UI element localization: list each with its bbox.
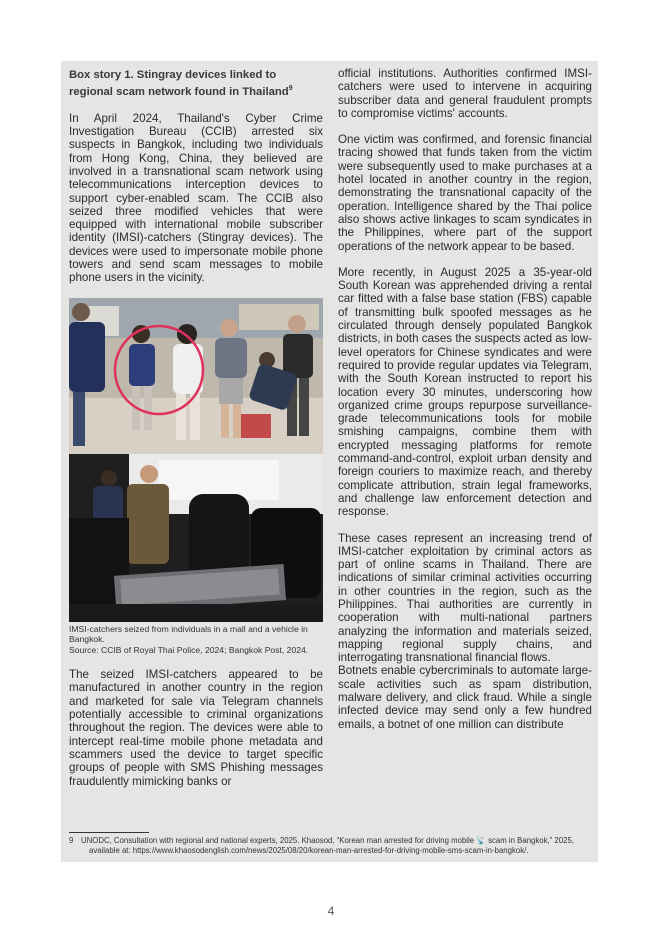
caption-text: IMSI-catchers seized from individuals in a mall and a vehicle in Bangkok.: [69, 623, 308, 645]
box-title-text: Box story 1. Stingray devices linked to regional scam network found in Thailand: [69, 69, 289, 98]
footnote-text: UNODC, Consultation with regional and national experts, 2025. Khaosod, “Korean man arrested for driving mobile 📡 scam in Bangkok,” 2025,: [81, 836, 574, 845]
page-number: 4: [327, 904, 335, 918]
photo-caption: [69, 624, 323, 656]
left-column: [69, 68, 323, 801]
box-title: [69, 68, 323, 99]
footnote: [69, 836, 594, 857]
title-footnote-ref[interactable]: 9: [288, 85, 293, 92]
paragraph-arrest: In April 2024, Thailand's Cyber Crime Investigation Bureau (CCIB) arrested six suspects in Bangkok, including two individuals from Hong Kong, China, they believed are involved in a transnational scam network using telecommunications interception devices to support cyber-enabled scam. The CCIB also seized three modified vehicles that were equipped with international mobile subscriber identity (IMSI)-catchers (Stingray devices). The devices were used to impersonate mobile phone towers and send scam messages to mobile phone users in the vicinity.: [69, 111, 323, 285]
paragraph-victim: One victim was confirmed, and forensic financial tracing showed that funds taken from the victim were subsequently used to make purchases at a hotel located in another country in the region, demonstrating the transnational capacity of the operation. Intelligence shared by the Thai police also shows active linkages to scam syndicates in the Philippines, where part of the support operations of the network appear to be based.: [338, 133, 592, 253]
paragraph-trend: These cases represent an increasing trend of IMSI-catcher exploitation by criminal actors as part of online scams in Thailand. There are indications of similar criminal activities occurring in other countries in the region, such as the Philippines. Thai authorities are currently in cooperation with multi-national partners analyzing the information and materials seized, mapping regional supply chains, and interrogating transnational financial flows.: [338, 531, 592, 665]
box-story: [61, 61, 598, 862]
paragraph-official-institutions: official institutions. Authorities confirmed IMSI-catchers were used to intervene in acquiring subscriber data and general fraudulent prompts to compromise victims' accounts.: [338, 67, 592, 120]
right-column: [338, 67, 592, 744]
caption-source: Source: CCIB of Royal Thai Police, 2024; Bangkok Post, 2024.: [69, 644, 309, 655]
paragraph-imsi-catchers: The seized IMSI-catchers appeared to be manufactured in another country in the region and marketed for sale via Telegram channels potentially accessible to criminal organizations throughout the region. The devices were able to intercept real-time mobile phone metadata and scammers used the device to target specific groups of people with SMS Phishing messages fraudulently mimicking banks or: [69, 668, 323, 788]
evidence-photo: [69, 298, 323, 622]
paragraph-south-korean: More recently, in August 2025 a 35-year-old South Korean was apprehended driving a rental car fitted with a false base station (FBS) capable of transmitting bulk spoofed messages as he circulated through densely populated Bangkok districts, in both cases the suspects acted as low-level operators for Chinese syndicates and were required to provide regular updates via Telegram, with the South Korean instructed to report his location every 30 minutes, underscoring how organized crime groups repurpose surveillance-grade telecommunications tools for mobile smishing campaigns, combine them with encrypted messaging platforms for remote command-and-control, exploit urban density and foreign couriers to maximize reach, and thereby complicate attribution, strain legal frameworks, and challenge law enforcement detection and response.: [338, 265, 592, 519]
footnote-url[interactable]: available at: https://www.khaosodenglish.com/news/2025/08/20/korean-man-arrested-for-driving-mobile-sms-scam-in-bangkok/.: [89, 846, 529, 856]
footnote-number: 9: [69, 836, 74, 845]
photo-illustration: [69, 298, 323, 622]
footnote-divider: [69, 832, 149, 833]
paragraph-botnets: Botnets enable cybercriminals to automate large-scale activities such as spam distribution, malware delivery, and click fraud. While a single infected device may send only a few hundred emails, a botnet of one million can distribute: [338, 664, 592, 731]
